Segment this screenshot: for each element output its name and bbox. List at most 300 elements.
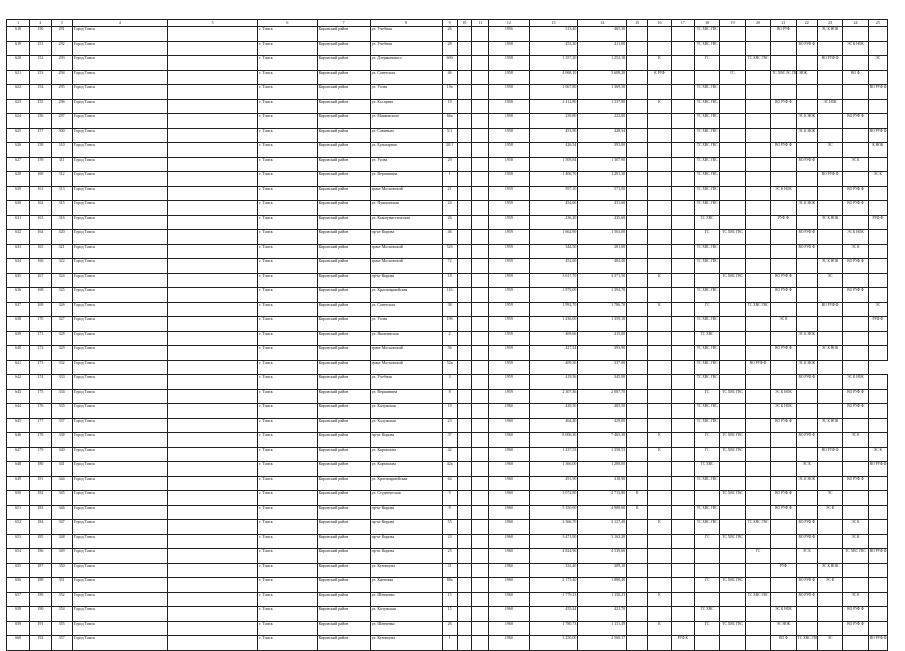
table-cell: [648, 331, 671, 346]
table-cell: 320: [51, 230, 72, 245]
table-cell: Кировский район: [317, 418, 370, 433]
table-cell: [648, 259, 671, 274]
table-cell: [796, 418, 817, 433]
table-cell: ТС ХВС ГВС: [843, 549, 868, 564]
table-cell: [745, 186, 770, 201]
table-cell: ЭС НОК: [817, 99, 842, 114]
table-cell: [648, 215, 671, 230]
table-cell: [457, 288, 472, 303]
table-cell: 1 252,10: [578, 56, 627, 71]
table-cell: ТС ХВС ГВС: [694, 520, 719, 535]
table-cell: 15: [442, 607, 457, 622]
table-cell: [168, 462, 258, 477]
table-cell: 623: [7, 99, 30, 114]
table-cell: [771, 302, 796, 317]
table-cell: 23: [442, 418, 457, 433]
table-cell: 431,60: [578, 201, 627, 216]
table-cell: 1958: [489, 157, 529, 172]
table-cell: Кировский район: [317, 346, 370, 361]
table-cell: [671, 99, 694, 114]
table-row: [7, 476, 888, 491]
table-cell: ВО РУФ Ф: [843, 201, 868, 216]
table-cell: [720, 157, 745, 172]
table-cell: [648, 563, 671, 578]
table-cell: [472, 41, 489, 56]
table-cell: [671, 418, 694, 433]
table-cell: [817, 433, 842, 448]
table-cell: [745, 70, 770, 85]
table-cell: 1959: [489, 317, 529, 332]
table-cell: [720, 346, 745, 361]
table-cell: [843, 317, 868, 332]
table-cell: Кировский район: [317, 549, 370, 564]
table-cell: Кировский район: [317, 56, 370, 71]
table-cell: ТС ХВС ГВС: [694, 172, 719, 187]
table-cell: 8: [442, 389, 457, 404]
table-cell: Кировский район: [317, 592, 370, 607]
table-cell: [648, 346, 671, 361]
table-cell: [472, 520, 489, 535]
table-cell: 189: [30, 592, 51, 607]
table-row: [7, 27, 888, 42]
table-cell: ВО РУФ Ф: [868, 462, 887, 477]
table-cell: 341: [51, 462, 72, 477]
table-cell: 166: [30, 259, 51, 274]
table-cell: г. Томск: [258, 549, 317, 564]
table-cell: [472, 317, 489, 332]
table-row: [7, 215, 888, 230]
table-cell: ВО РУФ Ф: [796, 578, 817, 593]
table-cell: [648, 317, 671, 332]
table-cell: [457, 404, 472, 419]
table-cell: г. Томск: [258, 607, 317, 622]
table-cell: 3 617,70: [529, 273, 578, 288]
table-cell: [472, 375, 489, 390]
table-cell: 3 371,50: [578, 273, 627, 288]
table-cell: [457, 70, 472, 85]
table-cell: [720, 563, 745, 578]
table-cell: [843, 215, 868, 230]
table-cell: [720, 85, 745, 100]
table-cell: [745, 244, 770, 259]
table-cell: К: [627, 491, 648, 506]
table-cell: ул. Пушкинская: [370, 201, 442, 216]
table-cell: [745, 418, 770, 433]
table-cell: [671, 491, 694, 506]
table-cell: [627, 56, 648, 71]
table-cell: [843, 99, 868, 114]
table-cell: [457, 41, 472, 56]
table-cell: 355: [51, 621, 72, 636]
table-cell: ГС: [694, 447, 719, 462]
table-cell: ВО РУФ Ф: [817, 56, 842, 71]
table-cell: 1958: [489, 56, 529, 71]
table-cell: ТС ХВС ГВС: [720, 621, 745, 636]
table-cell: [745, 563, 770, 578]
table-row: [7, 201, 888, 216]
table-cell: К: [648, 433, 671, 448]
table-cell: [720, 331, 745, 346]
table-row: [7, 230, 888, 245]
table-cell: [720, 128, 745, 143]
table-cell: г. Томск: [258, 273, 317, 288]
table-cell: 315: [51, 201, 72, 216]
table-cell: [168, 27, 258, 42]
table-cell: [817, 244, 842, 259]
table-cell: [796, 302, 817, 317]
table-cell: ВО РУФ Ф: [796, 230, 817, 245]
table-row: [7, 346, 888, 361]
table-cell: г. Томск: [258, 288, 317, 303]
table-cell: ВО РУФ Ф: [843, 259, 868, 274]
table-cell: Кировский район: [317, 230, 370, 245]
table-cell: 20/1: [442, 143, 457, 158]
column-number-header: 10: [457, 20, 472, 27]
table-cell: ул. Киевская: [370, 578, 442, 593]
table-cell: [745, 288, 770, 303]
table-cell: [745, 259, 770, 274]
table-row: [7, 433, 888, 448]
table-cell: К: [648, 99, 671, 114]
table-cell: [671, 288, 694, 303]
table-cell: 656: [7, 578, 30, 593]
table-cell: 159: [30, 157, 51, 172]
table-cell: [745, 230, 770, 245]
table-cell: [472, 85, 489, 100]
table-cell: [745, 505, 770, 520]
table-cell: г. Томск: [258, 375, 317, 390]
table-cell: [796, 56, 817, 71]
table-cell: 324: [51, 273, 72, 288]
table-cell: ЭС: [868, 302, 887, 317]
table-cell: [168, 186, 258, 201]
table-cell: [472, 389, 489, 404]
table-cell: [627, 549, 648, 564]
table-cell: 1959: [489, 288, 529, 303]
table-cell: 1960: [489, 447, 529, 462]
table-cell: 1960: [489, 418, 529, 433]
table-cell: [648, 157, 671, 172]
table-cell: 52а: [442, 360, 457, 375]
table-cell: 428,34: [578, 128, 627, 143]
column-number-header: 4: [72, 20, 167, 27]
table-cell: 328: [51, 331, 72, 346]
table-cell: [627, 317, 648, 332]
table-cell: Кировский район: [317, 157, 370, 172]
table-cell: 348: [51, 534, 72, 549]
table-cell: 1 131,49: [578, 621, 627, 636]
column-number-header: 13: [529, 20, 578, 27]
table-cell: ТС ХВС ГВС: [694, 114, 719, 129]
column-number-header: 24: [843, 20, 868, 27]
table-cell: 1958: [489, 85, 529, 100]
table-cell: ВО РУФ Ф: [796, 534, 817, 549]
table-cell: [472, 346, 489, 361]
table-cell: 1959: [489, 346, 529, 361]
table-cell: г. Томск: [258, 563, 317, 578]
table-cell: 2 568,17: [578, 636, 627, 651]
table-cell: пр-кт Кирова: [370, 505, 442, 520]
table-cell: г. Томск: [258, 157, 317, 172]
column-number-header: 15: [627, 20, 648, 27]
table-cell: [648, 288, 671, 303]
table-row: [7, 563, 888, 578]
table-cell: 337,00: [578, 360, 627, 375]
table-row: [7, 520, 888, 535]
table-cell: 647: [7, 447, 30, 462]
table-cell: [771, 244, 796, 259]
table-cell: [168, 99, 258, 114]
table-cell: 163: [30, 215, 51, 230]
table-cell: [648, 404, 671, 419]
table-cell: [627, 70, 648, 85]
table-cell: ЭС: [868, 56, 887, 71]
table-cell: [868, 607, 887, 622]
table-cell: ТС ХВС ГВС: [720, 534, 745, 549]
table-cell: 153: [30, 70, 51, 85]
table-cell: [771, 41, 796, 56]
table-cell: [472, 302, 489, 317]
table-cell: Кировский район: [317, 476, 370, 491]
table-cell: ТС ХВС ГВС: [745, 302, 770, 317]
table-cell: 631: [7, 215, 30, 230]
column-number-header: 14: [578, 20, 627, 27]
table-cell: г. Томск: [258, 447, 317, 462]
column-number-header: 16: [648, 20, 671, 27]
table-cell: ВО РУФ Ф: [843, 621, 868, 636]
table-cell: [868, 621, 887, 636]
table-cell: ВО РУФ Ф: [817, 302, 842, 317]
table-cell: [168, 114, 258, 129]
table-cell: [868, 433, 887, 448]
table-cell: ЭС К: [796, 462, 817, 477]
table-cell: Кировский район: [317, 607, 370, 622]
table-cell: 8: [442, 505, 457, 520]
table-cell: [168, 273, 258, 288]
table-cell: 4 824,96: [529, 549, 578, 564]
table-cell: [817, 157, 842, 172]
table-row: [7, 491, 888, 506]
table-cell: ТС ХВС ГВС: [694, 128, 719, 143]
table-cell: 340: [51, 447, 72, 462]
table-cell: [627, 621, 648, 636]
table-row: [7, 607, 888, 622]
table-cell: 155: [30, 99, 51, 114]
table-cell: [868, 157, 887, 172]
table-cell: 64: [442, 476, 457, 491]
table-cell: 29: [442, 157, 457, 172]
table-cell: К РУФ: [648, 70, 671, 85]
table-cell: 188: [30, 578, 51, 593]
table-cell: [472, 549, 489, 564]
table-cell: 469,66: [529, 331, 578, 346]
table-cell: Город Томск: [72, 331, 167, 346]
table-cell: Кировский район: [317, 70, 370, 85]
table-cell: 429,00: [578, 418, 627, 433]
table-cell: [457, 157, 472, 172]
table-cell: [868, 491, 887, 506]
table-cell: ВО РУФ Ф: [843, 186, 868, 201]
table-cell: Город Томск: [72, 375, 167, 390]
table-cell: Кировский район: [317, 534, 370, 549]
table-cell: [168, 346, 258, 361]
table-cell: ЭС К НОК: [771, 404, 796, 419]
table-cell: Город Томск: [72, 462, 167, 477]
table-cell: [457, 85, 472, 100]
table-cell: Город Томск: [72, 418, 167, 433]
table-cell: [168, 505, 258, 520]
table-cell: [168, 172, 258, 187]
table-cell: [771, 462, 796, 477]
table-cell: [168, 520, 258, 535]
table-cell: ТС ХВС ГВС: [720, 447, 745, 462]
table-cell: [868, 346, 887, 361]
table-cell: 24: [442, 201, 457, 216]
table-cell: ЭС: [817, 491, 842, 506]
table-cell: [843, 172, 868, 187]
table-cell: ВО РУФ Ф: [817, 447, 842, 462]
table-cell: [671, 244, 694, 259]
table-cell: [868, 114, 887, 129]
table-cell: г. Томск: [258, 143, 317, 158]
table-cell: ул. Вершинина: [370, 389, 442, 404]
table-cell: 15: [442, 592, 457, 607]
table-cell: 639: [7, 331, 30, 346]
table-row: [7, 85, 888, 100]
table-cell: [843, 143, 868, 158]
table-cell: Кировский район: [317, 143, 370, 158]
table-cell: [168, 259, 258, 274]
table-cell: [457, 534, 472, 549]
table-cell: г. Томск: [258, 215, 317, 230]
table-cell: г. Томск: [258, 99, 317, 114]
table-cell: [472, 273, 489, 288]
table-cell: 1 357,20: [529, 56, 578, 71]
table-cell: Кировский район: [317, 186, 370, 201]
table-cell: пр-кт Кирова: [370, 549, 442, 564]
table-cell: К: [648, 56, 671, 71]
table-cell: 182: [30, 491, 51, 506]
table-cell: [720, 418, 745, 433]
column-number-header: 25: [868, 20, 887, 27]
table-cell: [817, 317, 842, 332]
table-cell: [745, 317, 770, 332]
table-cell: [868, 230, 887, 245]
table-cell: Кировский район: [317, 505, 370, 520]
table-cell: [648, 505, 671, 520]
table-cell: [671, 447, 694, 462]
table-cell: 322: [51, 259, 72, 274]
table-cell: [168, 288, 258, 303]
table-cell: 435,60: [578, 215, 627, 230]
table-cell: Город Томск: [72, 636, 167, 651]
table-cell: [843, 491, 868, 506]
table-cell: [457, 549, 472, 564]
table-cell: г. Томск: [258, 70, 317, 85]
column-number-header: 6: [258, 20, 317, 27]
table-cell: [627, 186, 648, 201]
table-cell: [472, 491, 489, 506]
table-cell: Город Томск: [72, 99, 167, 114]
table-cell: [796, 563, 817, 578]
table-cell: [745, 99, 770, 114]
table-row: [7, 143, 888, 158]
table-cell: [671, 114, 694, 129]
table-cell: [457, 418, 472, 433]
table-cell: [671, 621, 694, 636]
table-cell: [472, 230, 489, 245]
table-cell: 571,00: [578, 186, 627, 201]
table-cell: [745, 143, 770, 158]
table-cell: 5/1: [442, 128, 457, 143]
table-row: [7, 418, 888, 433]
table-cell: ВО РУФ Ф: [771, 288, 796, 303]
table-cell: г. Томск: [258, 578, 317, 593]
table-cell: 26: [442, 621, 457, 636]
table-cell: Город Томск: [72, 592, 167, 607]
table-cell: 351: [51, 578, 72, 593]
table-cell: 658: [7, 607, 30, 622]
table-cell: ВО РУФ Ф: [843, 389, 868, 404]
table-cell: 643: [7, 389, 30, 404]
table-cell: ВО РУФ Ф: [868, 549, 887, 564]
table-cell: [817, 404, 842, 419]
table-cell: 185: [30, 534, 51, 549]
table-row: [7, 114, 888, 129]
table-cell: [627, 230, 648, 245]
table-cell: [817, 592, 842, 607]
table-cell: [671, 215, 694, 230]
table-cell: [843, 447, 868, 462]
table-cell: 4 068,10: [529, 70, 578, 85]
table-cell: 1958: [489, 41, 529, 56]
table-cell: [817, 476, 842, 491]
table-cell: [472, 592, 489, 607]
table-cell: [457, 172, 472, 187]
table-cell: 293: [51, 56, 72, 71]
table-cell: [694, 491, 719, 506]
table-cell: [771, 447, 796, 462]
table-cell: 192: [30, 636, 51, 651]
column-number-header: 22: [796, 20, 817, 27]
table-cell: Кировский район: [317, 27, 370, 42]
table-cell: [648, 476, 671, 491]
table-cell: ТС ХВС ГВС: [720, 230, 745, 245]
table-cell: [796, 172, 817, 187]
table-cell: ГС: [694, 578, 719, 593]
table-cell: 2 713,80: [578, 491, 627, 506]
table-cell: [796, 186, 817, 201]
table-cell: 632: [7, 230, 30, 245]
table-cell: ТС ХВС ГВС: [720, 578, 745, 593]
table-cell: ЭС К: [796, 549, 817, 564]
table-cell: г. Томск: [258, 636, 317, 651]
table-cell: г. Томск: [258, 404, 317, 419]
table-cell: [720, 244, 745, 259]
table-cell: [694, 563, 719, 578]
table-cell: ул. Карташова: [370, 447, 442, 462]
table-cell: [457, 317, 472, 332]
table-cell: [796, 346, 817, 361]
table-cell: [168, 143, 258, 158]
table-cell: ЭС К НОК: [817, 27, 842, 42]
table-cell: [868, 404, 887, 419]
table-cell: 650: [7, 491, 30, 506]
table-cell: [817, 534, 842, 549]
table-cell: 347: [51, 520, 72, 535]
table-cell: [671, 56, 694, 71]
table-cell: 46: [442, 230, 457, 245]
